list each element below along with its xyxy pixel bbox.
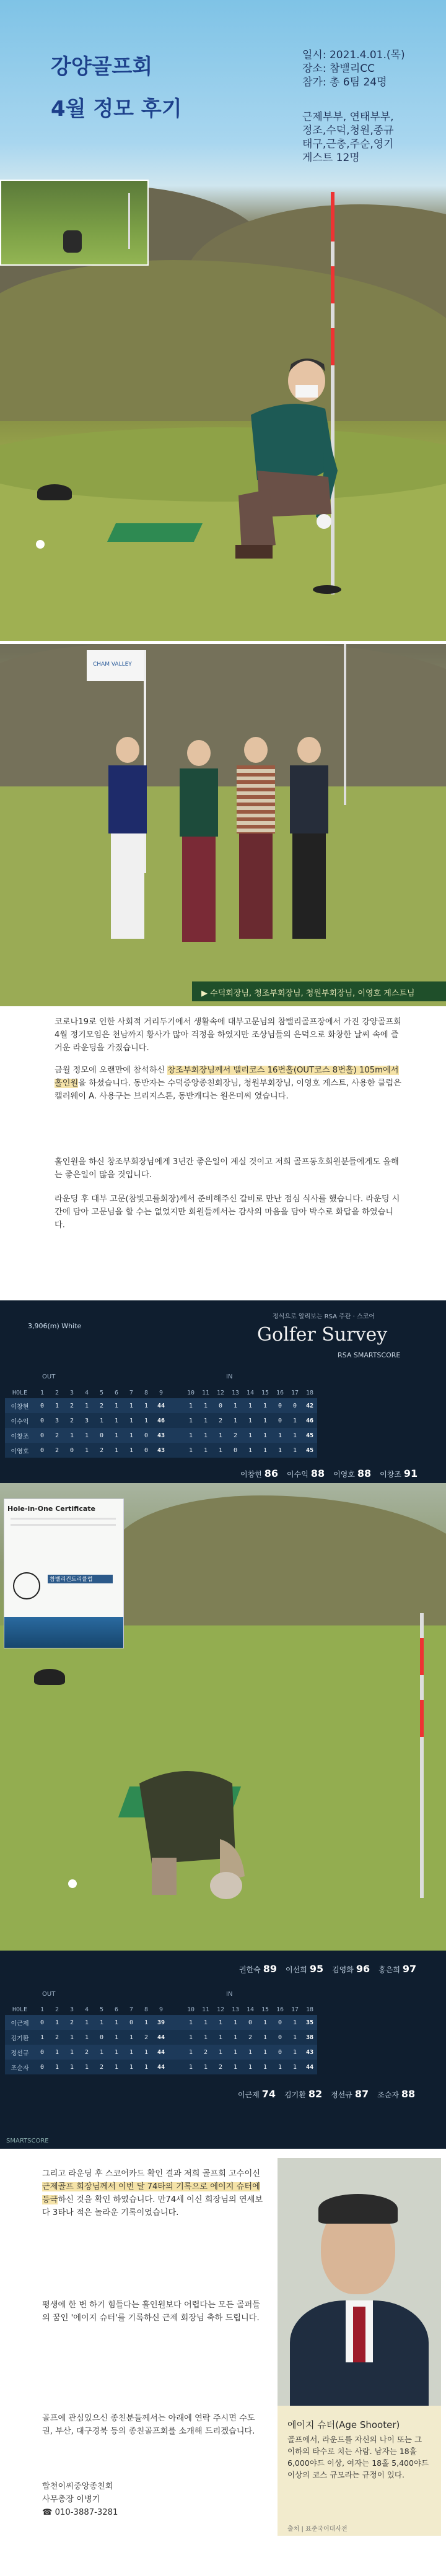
hole-score: 1 <box>50 2060 64 2074</box>
golfer-figure <box>127 1759 257 1920</box>
photo-caption: ▶ 수덕회장님, 청조부회장님, 청원부회장님, 이영호 게스트님 <box>201 989 415 998</box>
group-photo <box>0 644 446 1006</box>
player-name: 이영호 <box>5 1443 35 1458</box>
hole-score: 2 <box>94 1443 109 1458</box>
score-row <box>5 1413 332 1428</box>
footer-logo: SMARTSCORE <box>6 2138 49 2144</box>
hole-score: 1 <box>94 2015 109 2030</box>
hole-score: 1 <box>109 1398 124 1413</box>
spacer <box>168 1443 183 1458</box>
total-score: 88 <box>401 2088 416 2100</box>
out-label: OUT <box>42 1373 56 1380</box>
hole-score: 1 <box>198 1428 213 1443</box>
score-table <box>5 2004 332 2074</box>
hole-score: 1 <box>139 1398 154 1413</box>
spacer <box>168 2060 183 2074</box>
hole-score: 1 <box>109 1443 124 1458</box>
hole-header: HOLE <box>12 2006 28 2013</box>
portrait-photo <box>278 2158 441 2406</box>
hole-score: 1 <box>213 2015 228 2030</box>
total-player: 이영호 <box>333 1470 355 1479</box>
contact-phone[interactable]: ☎ 010-3887-3281 <box>42 2508 118 2517</box>
hole-score: 0 <box>124 2015 139 2030</box>
hole-score: 1 <box>183 2060 198 2074</box>
hole-score: 1 <box>273 1443 287 1458</box>
player-name: 조순자 <box>5 2060 35 2074</box>
member-line: 게스트 12명 <box>302 152 360 164</box>
hole-score: 1 <box>124 1413 139 1428</box>
total-score: 82 <box>308 2088 323 2100</box>
total-player: 홍은희 <box>378 1965 400 1974</box>
hole-score: 0 <box>35 1428 50 1443</box>
hole-score: 1 <box>183 1398 198 1413</box>
hole-score: 1 <box>79 2030 94 2045</box>
hole-score: 1 <box>64 2030 79 2045</box>
hole-number: 6 <box>114 1389 119 1396</box>
hole-number: 8 <box>144 1389 149 1396</box>
hole-number: 3 <box>69 1389 74 1396</box>
score-totals <box>240 1468 426 1479</box>
hole-score: 0 <box>139 1443 154 1458</box>
score-row <box>5 1428 332 1443</box>
hole-number: 6 <box>114 2006 119 2013</box>
hole-number: 5 <box>99 1389 104 1396</box>
body-paragraph <box>42 2167 265 2219</box>
hole-number: 1 <box>40 1389 45 1396</box>
body-text: 하신 것을 확인 하였습니다. 만74세 이신 회장님의 연세보다 3타나 적은 놀라운 기록이었습니다. <box>42 2195 263 2217</box>
hole-score: 1 <box>64 2045 79 2060</box>
hole-number: 1 <box>40 2006 45 2013</box>
hole-number: 10 <box>186 1389 195 1396</box>
hole-score: 2 <box>64 1398 79 1413</box>
hole-score: 0 <box>287 1398 302 1413</box>
hole-score: 1 <box>139 1413 154 1428</box>
hole-score: 1 <box>287 2030 302 2045</box>
half-total: 39 <box>154 2015 168 2030</box>
hole-score: 0 <box>94 1428 109 1443</box>
in-label: IN <box>226 1373 233 1380</box>
hole-score: 2 <box>198 2045 213 2060</box>
hole-score: 1 <box>243 2060 258 2074</box>
distance-value: 3,906(m) <box>28 1322 59 1330</box>
spacer <box>168 1398 183 1413</box>
hole-score: 2 <box>213 2060 228 2074</box>
total-score: 86 <box>264 1468 279 1479</box>
contact-block <box>42 2480 265 2519</box>
hole-score: 2 <box>79 2045 94 2060</box>
total-score: 95 <box>309 1963 324 1975</box>
hole-number: 7 <box>129 1389 134 1396</box>
hole-score: 1 <box>273 1428 287 1443</box>
age-shooter-title: 에이지 슈터(Age Shooter) <box>287 2419 400 2430</box>
score-row <box>5 1398 332 1413</box>
hole-number: 3 <box>69 2006 74 2013</box>
hole-number <box>168 2004 183 2015</box>
hole-score: 1 <box>243 1443 258 1458</box>
spacer <box>168 1413 183 1428</box>
player-name: 정선규 <box>5 2045 35 2060</box>
survey-title: Golfer Survey <box>257 1324 388 1346</box>
hole-score: 0 <box>64 1443 79 1458</box>
certificate-title: Hole-in-One Certificate <box>7 1505 96 1513</box>
hole-score: 1 <box>258 1443 273 1458</box>
hole-score: 1 <box>109 2060 124 2074</box>
hole-score: 1 <box>287 1443 302 1458</box>
hole-score: 0 <box>35 2060 50 2074</box>
hole-score: 1 <box>198 2015 213 2030</box>
hole-score: 1 <box>258 1428 273 1443</box>
survey-subtitle: 정식으로 알리보는 RSA 주관 · 스코어 <box>273 1313 375 1320</box>
hole-number: 11 <box>201 2006 210 2013</box>
hole-score: 1 <box>124 1428 139 1443</box>
hole-score: 0 <box>94 2030 109 2045</box>
hole-number: 2 <box>55 2006 59 2013</box>
body-paragraph <box>55 1064 401 1103</box>
total-player: 이창현 <box>240 1470 262 1479</box>
half-total: 45 <box>302 1428 317 1443</box>
hole-score: 1 <box>273 2060 287 2074</box>
hole-score: 2 <box>139 2030 154 2045</box>
hole-number: 4 <box>84 1389 89 1396</box>
hole-score: 1 <box>94 1413 109 1428</box>
hole-header: HOLE <box>12 1389 28 1396</box>
flag-text: CHAM VALLEY <box>93 661 132 668</box>
total-player: 조순자 <box>377 2091 399 2099</box>
half-total: 35 <box>302 2015 317 2030</box>
highlight-text: 창조부회장님께서 밸리코스 16번홀(OUT코스 8번홀) 105m에서 홀인원 <box>55 1066 399 1088</box>
hole-score: 1 <box>50 2045 64 2060</box>
hole-number: 14 <box>246 1389 255 1396</box>
hole-score: 1 <box>124 1443 139 1458</box>
event-participants: 참가: 총 6팀 24명 <box>302 76 387 89</box>
contact-name: 사무총장 이병기 <box>42 2495 100 2504</box>
hole-number: 18 <box>305 1389 314 1396</box>
hole-score: 1 <box>50 1398 64 1413</box>
hole-score: 0 <box>213 1398 228 1413</box>
score-row <box>5 2045 332 2060</box>
hole-score: 1 <box>79 2060 94 2074</box>
hole-score: 1 <box>35 2030 50 2045</box>
hole-number: 10 <box>186 2006 195 2013</box>
hole-score: 0 <box>273 2030 287 2045</box>
half-total: 44 <box>154 2030 168 2045</box>
hole-score: 1 <box>198 2030 213 2045</box>
spacer <box>168 2015 183 2030</box>
total-score: 74 <box>261 2088 276 2100</box>
hole-score: 1 <box>124 2030 139 2045</box>
hole-score: 1 <box>287 1413 302 1428</box>
score-totals <box>238 2088 424 2100</box>
hole-score: 1 <box>124 2060 139 2074</box>
body-paragraph: 골프에 관심있으신 종친분들께서는 아래에 연락 주시면 수도권, 부산, 대구경북 등의 종친골프회를 소개해 드리겠습니다. <box>42 2414 255 2436</box>
hole-score: 1 <box>243 1413 258 1428</box>
hole-score: 1 <box>198 2060 213 2074</box>
hole-score: 1 <box>228 2030 243 2045</box>
hole-score: 2 <box>50 2030 64 2045</box>
hole-number: 7 <box>129 2006 134 2013</box>
hole-score: 1 <box>109 2015 124 2030</box>
hole-in-one-certificate <box>4 1499 124 1648</box>
hole-score: 0 <box>139 1428 154 1443</box>
total-score: 96 <box>356 1963 370 1975</box>
total-player: 이선희 <box>286 1965 307 1974</box>
half-total: 46 <box>154 1413 168 1428</box>
hole-number: 12 <box>216 1389 225 1396</box>
hole-number: 14 <box>246 2006 255 2013</box>
half-total: 44 <box>154 2045 168 2060</box>
hole-score: 1 <box>139 2015 154 2030</box>
score-row <box>5 2060 332 2074</box>
hole-score: 1 <box>79 2015 94 2030</box>
hole-score: 1 <box>228 2060 243 2074</box>
hole-number: 17 <box>291 1389 299 1396</box>
hole-score: 1 <box>109 2030 124 2045</box>
hole-score: 1 <box>243 1398 258 1413</box>
hole-score: 1 <box>183 1413 198 1428</box>
hole-score: 1 <box>79 1398 94 1413</box>
score-totals <box>239 1963 425 1975</box>
hole-score: 1 <box>287 2060 302 2074</box>
spacer <box>168 2045 183 2060</box>
event-info <box>302 48 405 89</box>
hole-score: 2 <box>50 1428 64 1443</box>
hole-score: 0 <box>35 2015 50 2030</box>
spacer <box>168 2030 183 2045</box>
hole-score: 1 <box>228 1398 243 1413</box>
hole-score: 2 <box>243 2030 258 2045</box>
page-title: 강양골프회 <box>51 54 153 79</box>
hole-number: 5 <box>99 2006 104 2013</box>
hole-score: 1 <box>94 2045 109 2060</box>
hole-score: 1 <box>124 2045 139 2060</box>
hole-number: 8 <box>144 2006 149 2013</box>
member-line: 태구,근충,주순,영기 <box>302 138 394 150</box>
total-score: 88 <box>310 1468 325 1479</box>
highlight-text: 근제골프 회장님께서 이번 달 74타의 기록으로 에이지 슈터에 등극 <box>42 2182 260 2204</box>
hole-number: 13 <box>231 2006 240 2013</box>
hole-score: 2 <box>213 1413 228 1428</box>
hole-score: 1 <box>228 1413 243 1428</box>
hole-score: 2 <box>94 1398 109 1413</box>
half-total: 43 <box>154 1443 168 1458</box>
hole-score: 1 <box>183 1443 198 1458</box>
body-text: 그리고 라운딩 후 스코어카드 확인 결과 저희 골프회 고수이신 <box>42 2169 261 2178</box>
hole-score: 1 <box>258 2060 273 2074</box>
hole-score: 1 <box>287 1428 302 1443</box>
player-name: 이창현 <box>5 1398 35 1413</box>
hole-score: 1 <box>183 2045 198 2060</box>
hole-score: 1 <box>243 2045 258 2060</box>
hole-score: 0 <box>35 1443 50 1458</box>
hole-score: 1 <box>243 1428 258 1443</box>
tee-label: White <box>61 1322 82 1330</box>
person <box>290 737 328 972</box>
score-row <box>5 2030 332 2045</box>
total-score: 87 <box>354 2088 369 2100</box>
person <box>180 740 218 975</box>
member-line: 근제부부, 연태부부, <box>302 111 394 123</box>
total-player: 이근제 <box>238 2091 260 2099</box>
hole-number: 17 <box>291 2006 299 2013</box>
golfer-figure <box>183 347 369 582</box>
member-list <box>302 110 394 165</box>
person <box>237 737 275 972</box>
hole-number: 16 <box>276 1389 284 1396</box>
hero-photo <box>0 0 446 641</box>
certificate-club: 참밸리컨트리클럽 <box>50 1577 93 1583</box>
player-name: 이수익 <box>5 1413 35 1428</box>
total-score: 88 <box>357 1468 372 1479</box>
half-total: 44 <box>154 1398 168 1413</box>
hole-score: 1 <box>258 1398 273 1413</box>
hole-score: 1 <box>213 1428 228 1443</box>
hole-score: 2 <box>64 2015 79 2030</box>
hole-number: 4 <box>84 2006 89 2013</box>
hole-score: 0 <box>243 2015 258 2030</box>
total-score: 91 <box>403 1468 418 1479</box>
hole-score: 2 <box>64 1413 79 1428</box>
hole-score: 1 <box>139 2060 154 2074</box>
course-distance <box>28 1322 81 1330</box>
hole-score: 1 <box>109 1413 124 1428</box>
hole-score: 0 <box>273 2015 287 2030</box>
body-paragraph: 코로나19로 인한 사회적 거리두기에서 생활속에 대부고문님의 참밸리골프장에서 가진 강양골프회 4월 정기모임은 천남까지 황사가 많아 걱정을 하였지만 조상님들의 은덕으로 화창한 날씨 속에 즐거운 라운딩을 가졌습니다. <box>55 1017 401 1053</box>
smartscore-footer <box>0 2136 446 2149</box>
hole-score: 1 <box>258 1413 273 1428</box>
hole-score: 1 <box>109 2045 124 2060</box>
hole-number: 15 <box>261 1389 269 1396</box>
player-name: 김기환 <box>5 2030 35 2045</box>
hole-score: 0 <box>273 2045 287 2060</box>
hole-number: 13 <box>231 1389 240 1396</box>
half-total: 44 <box>302 2060 317 2074</box>
hole-score: 1 <box>64 2060 79 2074</box>
hole-score: 1 <box>228 2015 243 2030</box>
hole-score: 3 <box>50 1413 64 1428</box>
hole-score: 1 <box>64 1428 79 1443</box>
member-line: 정조,수덕,청원,종규 <box>302 124 394 137</box>
hole-number: 18 <box>305 2006 314 2013</box>
contact-org: 합천이씨중앙종친회 <box>42 2482 113 2491</box>
hole-score: 0 <box>273 1398 287 1413</box>
hole-score: 1 <box>198 1413 213 1428</box>
half-total: 45 <box>302 1443 317 1458</box>
hole-score: 1 <box>109 1428 124 1443</box>
player-name: 이근제 <box>5 2015 35 2030</box>
hole-number <box>317 2004 332 2015</box>
score-row <box>5 2015 332 2030</box>
hole-score: 3 <box>79 1413 94 1428</box>
half-total: 43 <box>154 1428 168 1443</box>
body-paragraph: 홀인원을 하신 창조부회장님에게 3년간 좋은일이 계실 것이고 저희 골프동호회원분들에게도 올해는 좋은일이 많을 것입니다. <box>55 1157 399 1180</box>
total-player: 정선규 <box>331 2091 352 2099</box>
total-player: 권한숙 <box>239 1965 261 1974</box>
hole-score: 1 <box>287 2015 302 2030</box>
hole-score: 1 <box>258 2015 273 2030</box>
page-subtitle: 4월 정모 후기 <box>51 97 182 121</box>
hole-score: 1 <box>183 2030 198 2045</box>
total-player: 김기환 <box>284 2091 306 2099</box>
total-score: 97 <box>402 1963 417 1975</box>
half-total: 44 <box>154 2060 168 2074</box>
hole-number: 15 <box>261 2006 269 2013</box>
total-player: 이수익 <box>287 1470 308 1479</box>
hole-score: 1 <box>139 2045 154 2060</box>
total-score: 89 <box>263 1963 278 1975</box>
event-date: 일시: 2021.4.01.(목) <box>302 49 405 61</box>
half-total: 43 <box>302 2045 317 2060</box>
hole-score: 1 <box>228 2045 243 2060</box>
hole-score: 1 <box>198 1398 213 1413</box>
event-venue: 장소: 참밸리CC <box>302 63 375 75</box>
hole-score: 1 <box>287 2045 302 2060</box>
hole-score: 1 <box>79 1443 94 1458</box>
hole-score: 1 <box>198 1443 213 1458</box>
hole-score: 1 <box>213 2030 228 2045</box>
half-total: 42 <box>302 1398 317 1413</box>
hole-score: 1 <box>183 1428 198 1443</box>
half-total: 38 <box>302 2030 317 2045</box>
body-paragraph: 라운딩 후 대부 고문(참빛고를회장)께서 준비해주신 갈비로 만난 점심 식사를 했습니다. 라운딩 시간에 담아 고문님을 할 수는 없었지만 회원들께서는 감사의 마음을 담아 박수로 화답을 하였습니다. <box>55 1194 400 1230</box>
half-total: 46 <box>302 1413 317 1428</box>
hole-number: 2 <box>55 1389 59 1396</box>
person <box>108 737 147 972</box>
hole-number: 11 <box>201 1389 210 1396</box>
player-name: 이창조 <box>5 1428 35 1443</box>
hole-score: 0 <box>35 1398 50 1413</box>
hole-score: 2 <box>228 1428 243 1443</box>
hole-score: 2 <box>94 2060 109 2074</box>
hole-number: 12 <box>216 2006 225 2013</box>
hole-score: 1 <box>124 1398 139 1413</box>
hole-score: 1 <box>183 2015 198 2030</box>
sponsor-logos: RSA SMARTSCORE <box>338 1351 401 1359</box>
spacer <box>168 1428 183 1443</box>
hole-number <box>168 1387 183 1398</box>
hole-score: 1 <box>50 2015 64 2030</box>
age-shooter-definition: 골프에서, 라운드를 자신의 나이 또는 그 이하의 타수로 치는 사람. 남자는 18홀 6,000야드 이상, 여자는 18홀 5,400야드 이상의 코스 규모라는 규정이 있다. <box>287 2435 429 2479</box>
hole-score: 1 <box>213 1443 228 1458</box>
score-table <box>5 1387 332 1458</box>
score-row <box>5 1443 332 1458</box>
hole-score: 0 <box>35 1413 50 1428</box>
hole-number: 16 <box>276 2006 284 2013</box>
source-credit: 출처 | 표준국어대사전 <box>287 2526 348 2533</box>
hole-score: 0 <box>35 2045 50 2060</box>
in-label: IN <box>226 1991 233 1998</box>
total-player: 이창조 <box>380 1470 401 1479</box>
body-paragraph: 평생에 한 번 하기 힘들다는 홀인원보다 어렵다는 모든 골퍼들의 꿈인 '에이지 슈터'를 기록하신 근제 회장님 축하 드립니다. <box>42 2300 261 2323</box>
hole-score: 1 <box>258 2030 273 2045</box>
body-text: 을 하셨습니다. 동반자는 수덕증앙종친회장님, 청원부회장님, 이영호 게스트, 사용한 클럽은 캘러웨이 A. 사용구는 브리지스톤, 동반캐디는 원은미씨 였습니다. <box>55 1079 401 1101</box>
photo-caption-text: 수덕회장님, 청조부회장님, 청원부회장님, 이영호 게스트님 <box>210 989 415 998</box>
hole-score: 0 <box>273 1413 287 1428</box>
hole-number <box>317 1387 332 1398</box>
total-player: 김영화 <box>332 1965 354 1974</box>
hole-number: 9 <box>159 2006 164 2013</box>
hole-score: 1 <box>258 2045 273 2060</box>
hole-score: 1 <box>213 2045 228 2060</box>
out-label: OUT <box>42 1991 56 1998</box>
hole-number: 9 <box>159 1389 164 1396</box>
body-text: 금월 정모에 오랜만에 참석하신 <box>55 1066 168 1075</box>
hole-score: 2 <box>50 1443 64 1458</box>
hole-score: 0 <box>228 1443 243 1458</box>
inset-photo <box>0 180 149 266</box>
hole-score: 1 <box>79 1428 94 1443</box>
